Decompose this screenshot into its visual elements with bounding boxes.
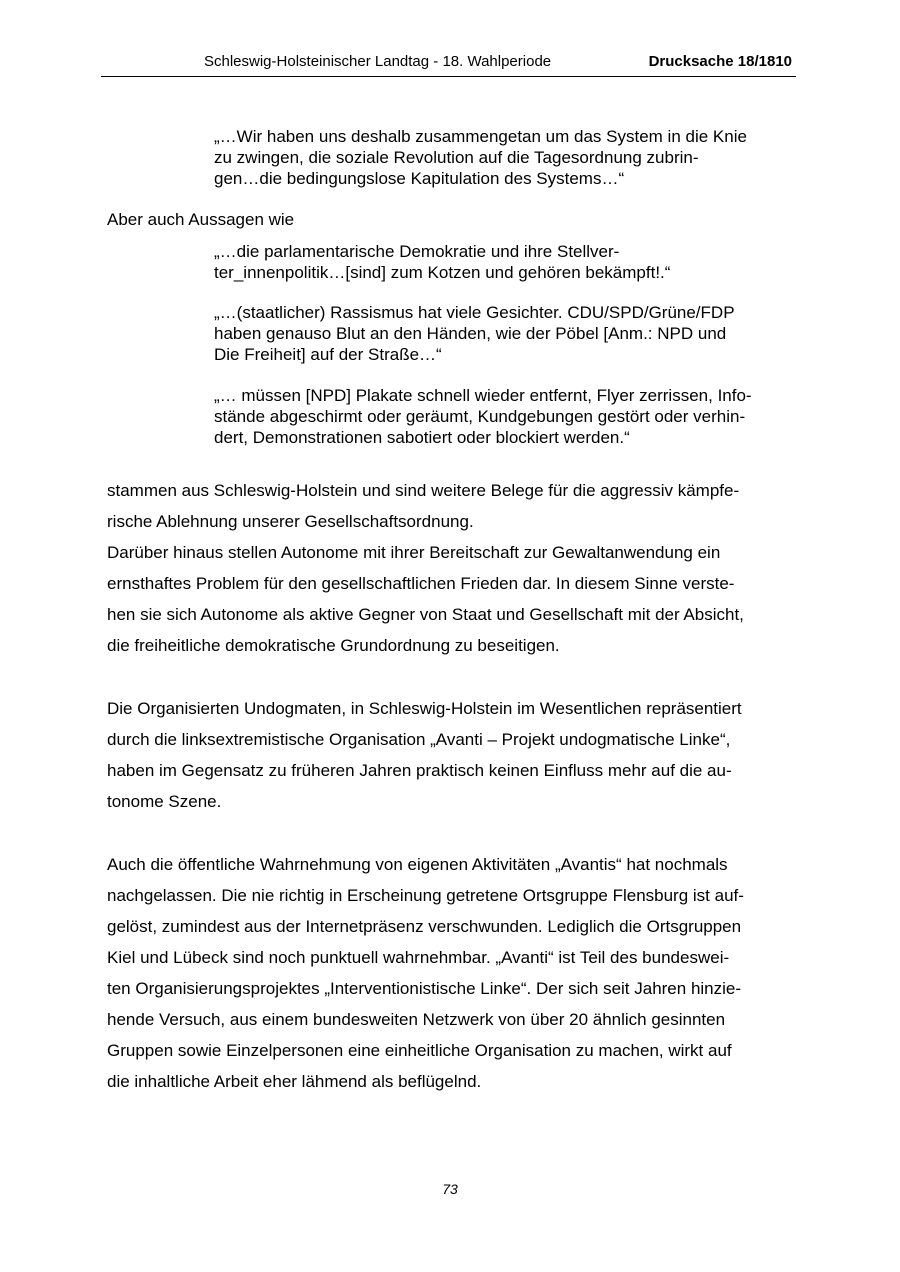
quote-line: „…(staatlicher) Rassismus hat viele Gesichter. CDU/SPD/Grüne/FDP [214, 303, 735, 322]
paragraph-line: gelöst, zumindest aus der Internetpräsenz verschwunden. Lediglich die Ortsgruppen [107, 917, 742, 936]
paragraph-line: ernsthaftes Problem für den gesellschaftlichen Frieden dar. In diesem Sinne verste- [107, 574, 735, 593]
block-quote-3 [214, 302, 794, 365]
intro-line [107, 209, 797, 230]
paragraph-line: die inhaltliche Arbeit eher lähmend als beflügelnd. [107, 1072, 482, 1091]
paragraph-line: haben im Gegensatz zu früheren Jahren praktisch keinen Einfluss mehr auf die au- [107, 761, 732, 780]
block-quote-4 [214, 385, 794, 448]
quote-line: „…Wir haben uns deshalb zusammengetan um das System in die Knie [214, 127, 747, 146]
header-title: Schleswig-Holsteinischer Landtag - 18. Wahlperiode [204, 53, 552, 70]
paragraph-line: durch die linksextremistische Organisation „Avanti – Projekt undogmatische Linke“, [107, 730, 731, 749]
page-number: 73 [442, 1181, 458, 1197]
block-quote-1 [214, 126, 794, 189]
quote-line: „… müssen [NPD] Plakate schnell wieder entfernt, Flyer zerrissen, Info- [214, 386, 752, 405]
paragraph-1 [107, 475, 797, 661]
quote-line: Die Freiheit] auf der Straße…“ [214, 345, 442, 364]
paragraph-line: Kiel und Lübeck sind noch punktuell wahrnehmbar. „Avanti“ ist Teil des bundeswei- [107, 948, 730, 967]
paragraph-line: Gruppen sowie Einzelpersonen eine einheitliche Organisation zu machen, wirkt auf [107, 1041, 732, 1060]
quote-line: dert, Demonstrationen sabotiert oder blockiert werden.“ [214, 428, 630, 447]
paragraph-line: Die Organisierten Undogmaten, in Schleswig-Holstein im Wesentlichen repräsentiert [107, 699, 742, 718]
intro-text: Aber auch Aussagen wie [107, 210, 295, 229]
paragraph-3 [107, 849, 797, 1097]
quote-line: zu zwingen, die soziale Revolution auf die Tagesordnung zubrin- [214, 148, 699, 167]
block-quote-2 [214, 241, 794, 283]
quote-line: gen…die bedingungslose Kapitulation des Systems…“ [214, 169, 625, 188]
page-header [101, 52, 796, 77]
paragraph-line: ten Organisierungsprojektes „Interventionistische Linke“. Der sich seit Jahren hinzie- [107, 979, 742, 998]
paragraph-line: die freiheitliche demokratische Grundordnung zu beseitigen. [107, 636, 560, 655]
paragraph-line: rische Ablehnung unserer Gesellschaftsordnung. [107, 512, 474, 531]
quote-line: haben genauso Blut an den Händen, wie der Pöbel [Anm.: NPD und [214, 324, 727, 343]
quote-line: ter_innenpolitik…[sind] zum Kotzen und gehören bekämpft!.“ [214, 263, 671, 282]
paragraph-2 [107, 693, 797, 817]
quote-line: stände abgeschirmt oder geräumt, Kundgebungen gestört oder verhin- [214, 407, 746, 426]
paragraph-line: tonome Szene. [107, 792, 222, 811]
quote-line: „…die parlamentarische Demokratie und ihre Stellver- [214, 242, 620, 261]
paragraph-line: Darüber hinaus stellen Autonome mit ihrer Bereitschaft zur Gewaltanwendung ein [107, 543, 721, 562]
paragraph-line: nachgelassen. Die nie richtig in Erscheinung getretene Ortsgruppe Flensburg ist auf- [107, 886, 744, 905]
paragraph-line: stammen aus Schleswig-Holstein und sind weitere Belege für die aggressiv kämpfe- [107, 481, 740, 500]
paragraph-line: hende Versuch, aus einem bundesweiten Netzwerk von über 20 ähnlich gesinnten [107, 1010, 726, 1029]
paragraph-line: hen sie sich Autonome als aktive Gegner von Staat und Gesellschaft mit der Absicht, [107, 605, 744, 624]
paragraph-line: Auch die öffentliche Wahrnehmung von eigenen Aktivitäten „Avantis“ hat nochmals [107, 855, 728, 874]
header-doc-number: Drucksache 18/1810 [648, 53, 792, 70]
